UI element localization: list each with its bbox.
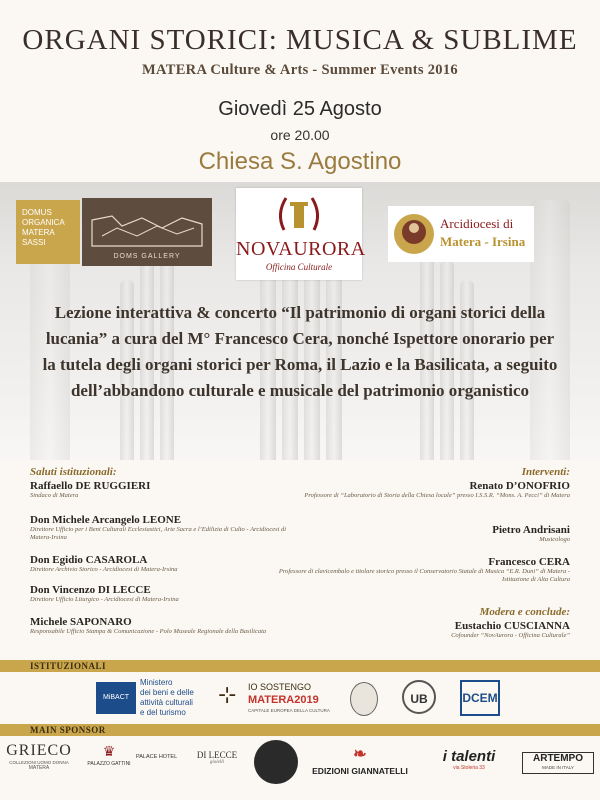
poster-title: ORGANI STORICI: MUSICA & SUBLIME — [22, 24, 578, 56]
saluti-item: Raffaello DE RUGGIERI Sindaco di Matera — [30, 480, 151, 499]
lecture-description: Lezione interattiva & concerto “Il patrimonio di organi storici della lucania” a cura del M° Francesco Cera, nonché Ispettore onorario per la tutela degli organi storici per Roma, il Lazio e la Basilicata, a seguito dell’abbandono culturale e musicale del patrimonio organistico — [42, 303, 558, 400]
artempo-logo: ARTEMPO MADE IN ITALY — [522, 752, 594, 774]
moderatore-label: Modera e conclude: — [479, 606, 570, 618]
di-lecce-logo: DI LECCE gioielli — [196, 750, 238, 765]
saluti-item: Michele SAPONARO Responsabile Ufficio Stampa & Comunicazione - Polo Museale Regionale della Basilicata — [30, 616, 267, 635]
saluti-item: Don Michele Arcangelo LEONE Direttore Ufficio per i Beni Culturali Ecclesiastici, Arte Sacra e l’Edilizia di Culto - Arcidiocesi di Matera-Irsina — [30, 514, 287, 541]
palazzo-gattini-logo: ♛ PALAZZO GATTINI — [84, 744, 134, 767]
round-sponsor-logo — [254, 740, 298, 784]
doms-gallery-logo: DOMS GALLERY — [82, 198, 212, 266]
grieco-logo: GRIECO COLLEZIONI UOMO DONNA MATERA — [6, 742, 72, 771]
domus-organica-logo: DOMUS ORGANICA MATERA SASSI — [16, 200, 80, 264]
event-venue: Chiesa S. Agostino — [198, 148, 402, 175]
interventi-label: Interventi: — [521, 466, 570, 478]
mibact-logo: MiBACT Ministero dei beni e delle attività culturali e del turismo — [96, 678, 206, 718]
novaurora-logo: NOVAURORA Officina Culturale — [236, 188, 362, 280]
poster-subtitle: MATERA Culture & Arts - Summer Events 2016 — [142, 62, 458, 78]
saluti-item: Don Vincenzo DI LECCE Direttore Ufficio Liturgico - Arcidiocesi di Matera-Irsina — [30, 584, 179, 603]
italenti-logo: i talenti via Stoleria 33 — [442, 748, 496, 771]
matera-symbol-icon: ⊹ — [218, 682, 237, 707]
interventi-item: Pietro Andrisani Musicologo — [492, 524, 570, 543]
istituzionali-label: ISTITUZIONALI — [30, 661, 107, 671]
arcidiocesi-logo: Arcidiocesi di Matera - Irsina — [388, 206, 534, 262]
main-sponsor-label: MAIN SPONSOR — [30, 725, 106, 735]
giannatelli-emblem-icon: ❧ — [353, 746, 367, 763]
matera2019-logo: ⊹ IO SOSTENGO MATERA2019 CAPITALE EUROPEA DELLA CULTURA — [218, 682, 330, 713]
interventi-item: Renato D’ONOFRIO Professore di “Laboratorio di Storia della Chiesa locale” presso I.S.S.R. “Mons. A. Pecci” di Matera — [304, 480, 570, 499]
portrait-seal-icon — [350, 682, 378, 716]
moderatore-item: Eustachio CUSCIANNA Cofounder “NovAurora - Officina Culturale” — [451, 620, 570, 639]
dcem-logo: DCEM — [460, 680, 500, 716]
interventi-item: Francesco CERA Professore di clavicembalo e titolare storico presso il Conservatorio Statale di Musica “E.R. Duni” di Matera - Istituzione di Alta Cultura — [278, 556, 570, 583]
saluti-label: Saluti istituzionali: — [30, 466, 117, 478]
laurel-icon — [236, 190, 362, 240]
event-time: ore 20.00 — [270, 127, 330, 143]
ub-logo: UB — [402, 680, 436, 714]
madonna-icon — [394, 210, 434, 258]
edizioni-giannatelli-logo: EDIZIONI GIANNATELLI — [312, 766, 408, 776]
crown-icon: ♛ — [102, 745, 116, 760]
event-date: Giovedì 25 Agosto — [218, 98, 382, 120]
palace-hotel-logo: PALACE HOTEL — [136, 754, 178, 760]
saluti-item: Don Egidio CASAROLA Direttore Archivio Storico - Arcidiocesi di Matera-Irsina — [30, 554, 178, 573]
